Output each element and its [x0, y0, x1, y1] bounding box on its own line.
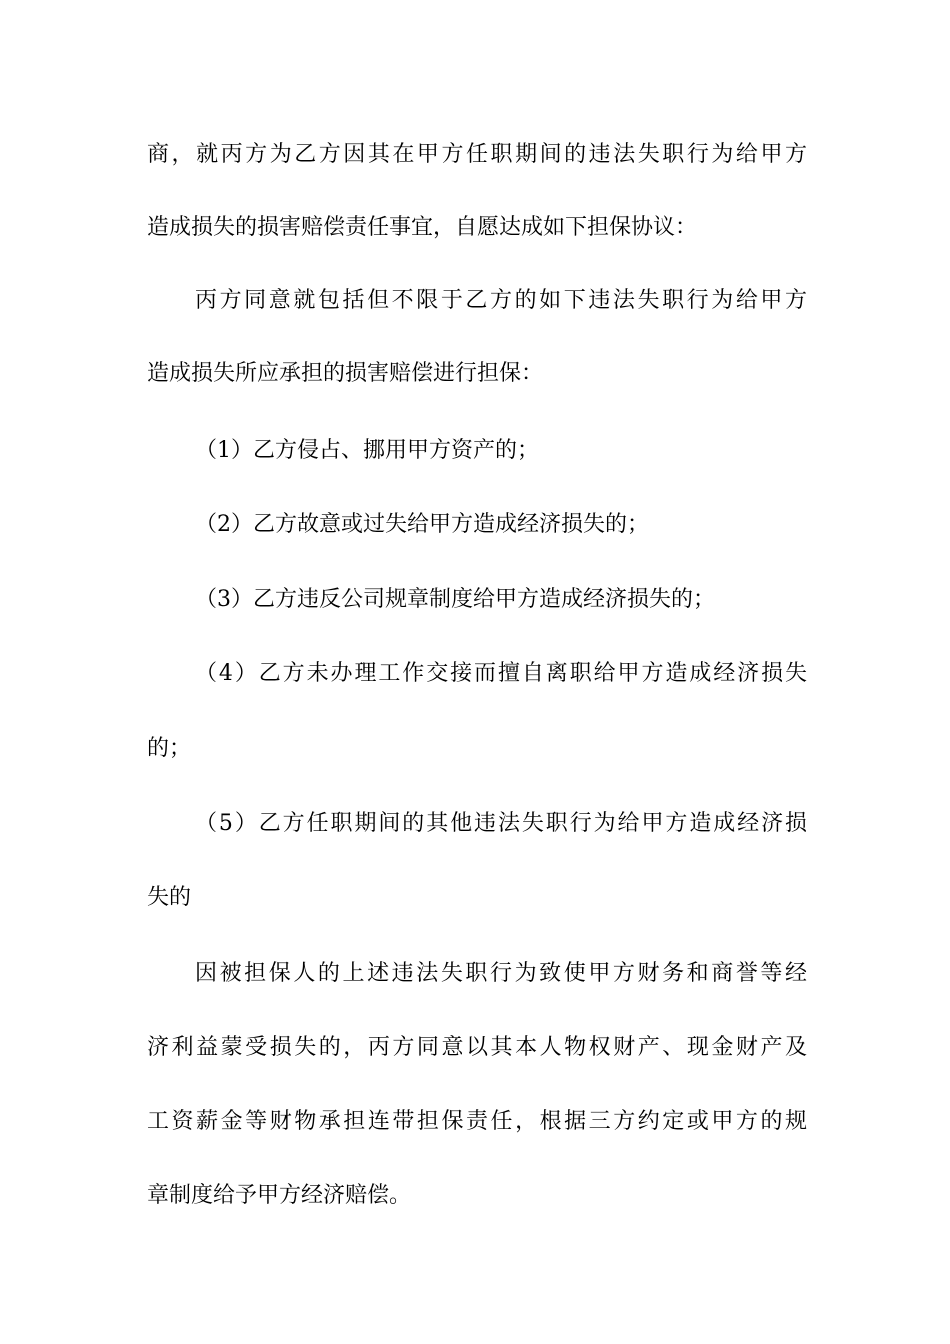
- list-item-4-continued: 的；: [147, 736, 192, 761]
- list-item-3: （3）乙方违反公司规章制度给甲方造成经济损失的；: [195, 587, 715, 612]
- text-line-2: 造成损失的损害赔偿责任事宜，自愿达成如下担保协议：: [147, 215, 698, 240]
- text-line-14: 工资薪金等财物承担连带担保责任，根据三方约定或甲方的规: [147, 1109, 807, 1134]
- list-item-5-continued: 失的: [147, 885, 192, 910]
- list-item-5: （5）乙方任职期间的其他违法失职行为给甲方造成经济损: [195, 811, 807, 836]
- text-line-13: 济利益蒙受损失的，丙方同意以其本人物权财产、现金财产及: [147, 1035, 807, 1060]
- text-line-4: 造成损失所应承担的损害赔偿进行担保：: [147, 361, 544, 386]
- list-item-2: （2）乙方故意或过失给甲方造成经济损失的；: [195, 512, 649, 537]
- text-line-12: 因被担保人的上述违法失职行为致使甲方财务和商誉等经: [195, 961, 807, 986]
- text-line-1: 商，就丙方为乙方因其在甲方任职期间的违法失职行为给甲方: [147, 142, 807, 167]
- list-item-4: （4）乙方未办理工作交接而擅自离职给甲方造成经济损失: [195, 661, 807, 686]
- list-item-1: （1）乙方侵占、挪用甲方资产的；: [195, 438, 539, 463]
- text-line-3: 丙方同意就包括但不限于乙方的如下违法失职行为给甲方: [195, 288, 807, 313]
- text-line-15: 章制度给予甲方经济赔偿。: [147, 1183, 412, 1208]
